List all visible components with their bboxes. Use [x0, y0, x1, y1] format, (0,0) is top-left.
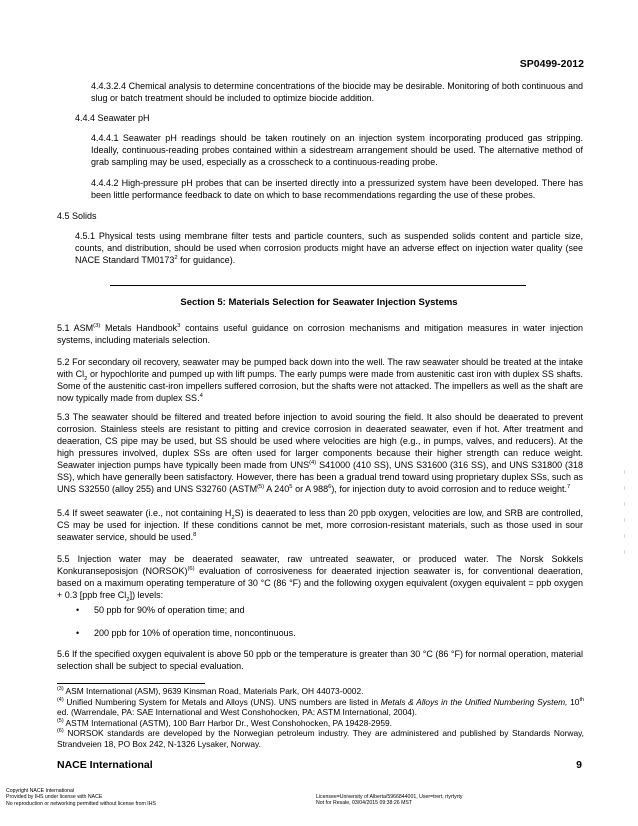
paragraph-text: 4.5.1 Physical tests using membrane filter tests and particle counters, such as suspended solids content and particle size, counts, and distribution, should be used when corrosion products might have an adverse effect on injection water quality (see NACE Standard TM0173$^2$ for guidance).	[75, 231, 583, 265]
footer-org: NACE International	[57, 759, 153, 771]
paragraph-5-2	[57, 356, 583, 404]
footnote-divider	[57, 683, 205, 684]
paragraph-text: 5.4 If sweet seawater (i.e., not containing $H_2S$) is deaerated to less than 20 ppb oxygen, velocities are low, and SRB are controlled, CS may be used for injection. If these conditions cannot be met, more corrosion-resistant materials, such as those used in sour seawater service, should be used.$^8$	[57, 508, 584, 542]
bullet-text: 50 ppb for 90% of operation time; and	[94, 605, 245, 615]
watermark-marks	[622, 470, 628, 580]
footnote-6: $^{(6)}$ NORSOK standards are developed by the Norwegian petroleum industry. They are administered and published by Standards Norway, Strandveien 18, PO Box 242, N-1326 Lysaker, Norway.	[57, 728, 584, 749]
paragraph-text: 4.4.3.2.4 Chemical analysis to determine concentrations of the biocide may be desirable. Monitoring of both continuous and slug or batch treatment should be included to optimize biocide addition.	[91, 81, 583, 103]
paragraph-text: 5.3 The seawater should be filtered and treated before injection to avoid souring the field. It also should be deaerated to prevent corrosion. Stainless steels are resistant to pitting and crevice corrosion in deaerated seawater, even if hot. After treatment and deaeration, CS pipe may be used, but SS should be used where velocities are high (e.g., in pumps, valves, and reducers). At the high pressures involved, duplex SSs are often used for larger components because their higher strength can reduce weight. Seawater injection pumps have typically been made from UNS$^{(4)}$ S41000 (410 SS), UNS S31600 (316 SS), and UNS S31800 (318 SS), which have generally been satisfactory. However, there has been a gradual trend toward using proprietary duplex SSs, such as UNS S32550 (alloy 255) and UNS S32760 (ASTM$^{(5)}$ A $240^5$ or A $988^6$), for injection duty to avoid corrosion and to reduce weight.$^7$	[57, 412, 583, 494]
bullet-item	[76, 627, 296, 639]
paragraph-text: 5.2 For secondary oil recovery, seawater may be pumped back down into the well. The raw seawater should be treated at the intake with $Cl_2$ or hypochlorite and pumped up with lift pumps. The early pumps were made from austenitic cast iron with duplex SS shafts. Some of the austenitic cast-iron impellers suffered corrosion, but the shafts were not attacked. The impellers as well as the shaft are now typically made from duplex SS.$^4$	[57, 357, 583, 403]
legal-left: Copyright NACE International Provided by IHS under license with NACE No reproduction or networking permitted without license from IHS	[6, 788, 156, 807]
paragraph-5-5	[57, 553, 583, 601]
document-number: SP0499-2012	[519, 58, 584, 70]
paragraph-5-6	[57, 648, 583, 672]
footnote-4: $^{(4)}$ Unified Numbering System for Metals and Alloys (UNS). UNS numbers are listed in Metals & Alloys in the Unified Numbering System, 10th ed. (Warrendale, PA: SAE International and West Conshohocken, PA: ASTM International, 2004).	[57, 696, 584, 718]
page-number: 9	[576, 759, 582, 771]
heading-4-5: 4.5 Solids	[57, 211, 97, 221]
section-5-title: Section 5: Materials Selection for Seawater Injection Systems	[180, 297, 458, 308]
paragraph-5-1	[57, 322, 583, 346]
paragraph-5-3	[57, 411, 583, 495]
paragraph-4-4-3-2-4	[91, 80, 583, 104]
bullet-icon: •	[76, 628, 80, 638]
paragraph-text: 5.1 ASM$^{(3)}$ Metals Handbook$^3$ contains useful guidance on corrosion mechanisms and mitigation measures in water injection systems, including materials selection.	[57, 323, 583, 345]
bullet-icon: •	[76, 605, 80, 615]
paragraph-4-4-4-1	[91, 132, 583, 168]
heading-4-4-4: 4.4.4 Seawater pH	[75, 113, 150, 123]
legal-right: Licensee=University of Alberta/5966844001, User=trert, rtyrtyrty Not for Resale, 03/04/2015 09:38:26 MST	[316, 794, 463, 807]
paragraph-text: 5.6 If the specified oxygen equivalent is above 50 ppb or the temperature is greater than 30 °C (86 °F) for normal operation, material selection shall be subject to special evaluation.	[57, 649, 583, 671]
paragraph-text: 4.4.4.2 High-pressure pH probes that can be inserted directly into a pressurized system have been developed. There has been little performance feedback to date on which to base recommendations regarding the use of these probes.	[91, 178, 583, 200]
reference-superscript: 2	[174, 255, 178, 261]
footnote-3: $^{(3)}$ ASM International (ASM), 9639 Kinsman Road, Materials Park, OH 44073-0002.	[57, 686, 364, 696]
bullet-item	[76, 604, 245, 616]
paragraph-5-4	[57, 507, 583, 543]
footnotes	[57, 686, 584, 750]
footnote-5: $^{(5)}$ ASTM International (ASTM), 100 Barr Harbor Dr., West Conshohocken, PA 19428-2959.	[57, 717, 392, 728]
paragraph-text: 4.4.4.1 Seawater pH readings should be taken routinely on an injection system incorporating produced gas stripping. Ideally, continuous-reading probes contained within a sidestream arrangement should be used. The alternative method of grab sampling may be used, especially as a crosscheck to a continuous-reading probe.	[91, 133, 583, 167]
paragraph-text: 5.5 Injection water may be deaerated seawater, raw untreated seawater, or produced water. The Norsk Sokkels Konkuranseposisjon (NORSOK)$^{(6)}$ evaluation of corrosiveness for deaerated injection seawater is, for conventional deaeration, based on a maximum operating temperature of 30 °C (86 °F) and the following oxygen equivalent (oxygen equivalent = ppb oxygen + 0.3 [ppb free $Cl_2$]) levels:	[57, 554, 583, 603]
bullet-text: 200 ppb for 10% of operation time, noncontinuous.	[94, 628, 296, 638]
paragraph-4-5-1	[75, 230, 583, 266]
section-divider	[110, 285, 526, 286]
paragraph-4-4-4-2	[91, 177, 583, 201]
